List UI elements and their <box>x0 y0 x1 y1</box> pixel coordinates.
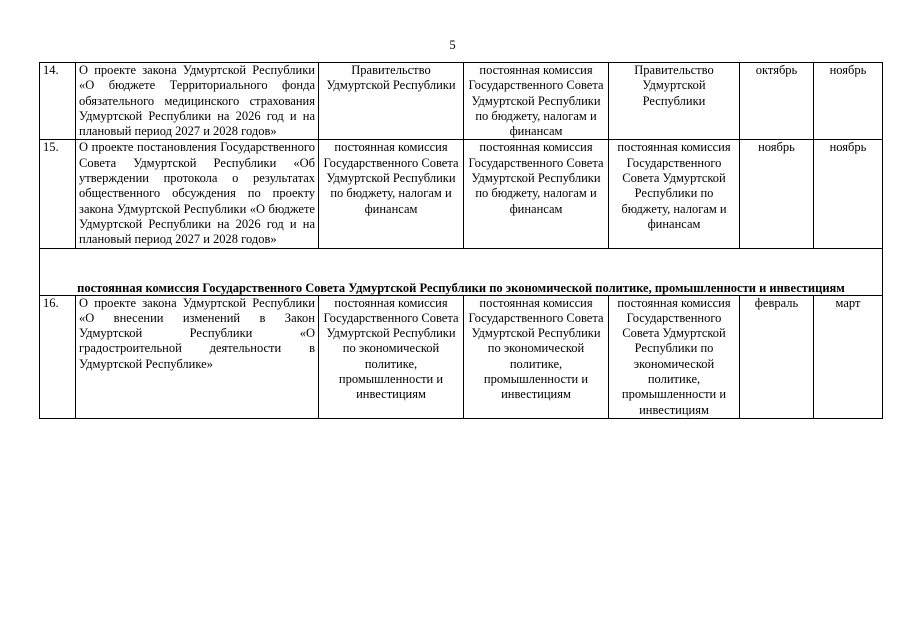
row-committee-date: февраль <box>740 295 814 418</box>
row-preparer: Правительство Удмуртской Республики <box>609 63 740 140</box>
row-preparer: постоянная комиссия Государственного Совета Удмуртской Республики по бюджету, налогам и финансам <box>609 140 740 248</box>
row-session-date: ноябрь <box>814 140 883 248</box>
row-initiator: постоянная комиссия Государственного Совета Удмуртской Республики по экономической политике, промышленности и инвестициям <box>319 295 464 418</box>
row-committee-date: ноябрь <box>740 140 814 248</box>
row-initiator: Правительство Удмуртской Республики <box>319 63 464 140</box>
row-title: О проекте закона Удмуртской Республики «О бюджете Территориального фонда обязательного медицинского страхования Удмуртской Республики на 2026 год и на плановый период 2027 и 2028 годов» <box>76 63 319 140</box>
section-heading: постоянная комиссия Государственного Совета Удмуртской Республики по экономической политике, промышленности и инвестициям <box>40 248 883 295</box>
row-committee-date: октябрь <box>740 63 814 140</box>
table-row <box>40 295 883 418</box>
table-row <box>40 140 883 248</box>
table-row <box>40 63 883 140</box>
row-preparer: постоянная комиссия Государственного Совета Удмуртской Республики по экономической политике, промышленности и инвестициям <box>609 295 740 418</box>
page-number: 5 <box>449 38 456 52</box>
section-heading-row <box>40 248 883 295</box>
row-title: О проекте постановления Государственного Совета Удмуртской Республики «Об утверждении протокола о результатах общественного обсуждения по проекту закона Удмуртской Республики «О бюджете Удмуртской Республики на 2026 год и на плановый период 2027 и 2028 годов» <box>76 140 319 248</box>
row-title: О проекте закона Удмуртской Республики «О внесении изменений в Закон Удмуртской Республики «О градостроительной деятельности в Удмуртской Республике» <box>76 295 319 418</box>
row-number: 16. <box>40 295 76 418</box>
row-number: 14. <box>40 63 76 140</box>
row-initiator: постоянная комиссия Государственного Совета Удмуртской Республики по бюджету, налогам и финансам <box>319 140 464 248</box>
row-number: 15. <box>40 140 76 248</box>
row-responsible: постоянная комиссия Государственного Совета Удмуртской Республики по бюджету, налогам и финансам <box>464 63 609 140</box>
row-session-date: ноябрь <box>814 63 883 140</box>
row-responsible: постоянная комиссия Государственного Совета Удмуртской Республики по экономической политике, промышленности и инвестициям <box>464 295 609 418</box>
row-responsible: постоянная комиссия Государственного Совета Удмуртской Республики по бюджету, налогам и финансам <box>464 140 609 248</box>
legislative-plan-table <box>39 62 883 419</box>
row-session-date: март <box>814 295 883 418</box>
